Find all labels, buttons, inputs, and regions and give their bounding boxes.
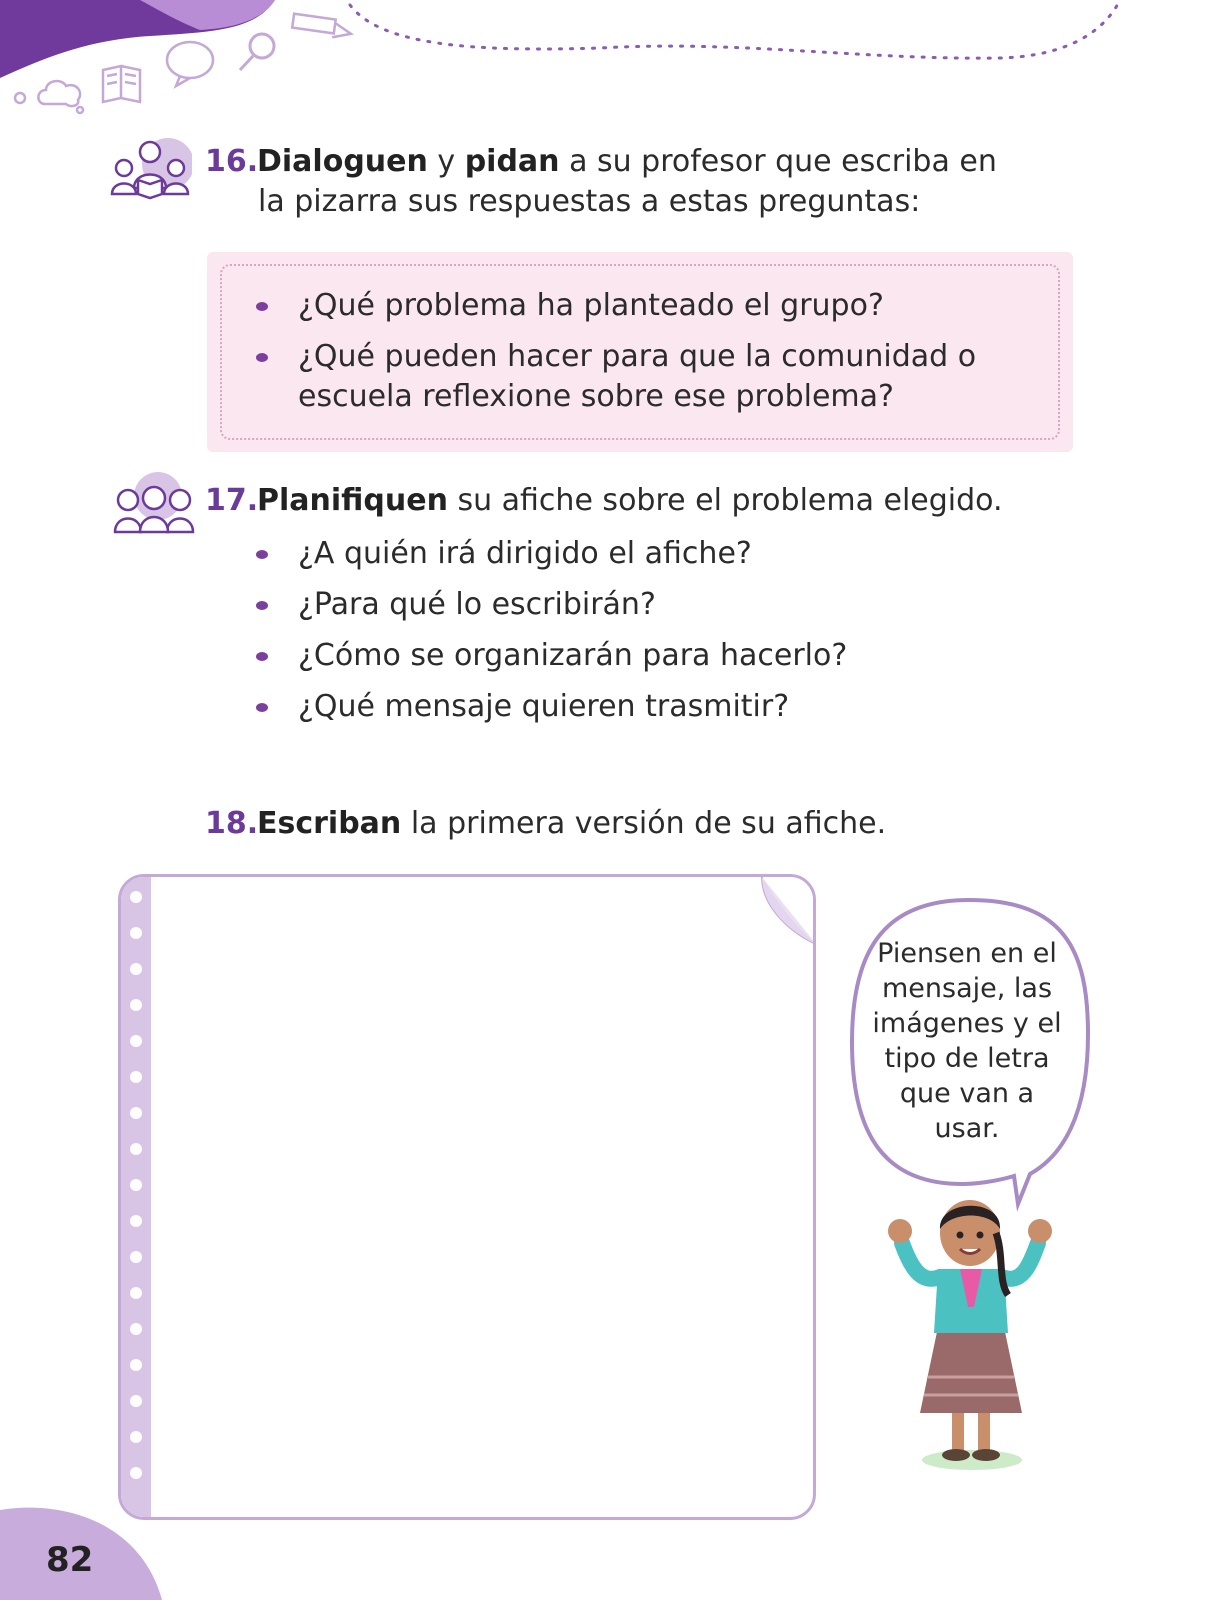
page-number: 82 — [46, 1540, 94, 1580]
list-item: ¿Para qué lo escribirán? — [253, 585, 847, 625]
list-item: ¿Qué pueden hacer para que la comunidad o — [253, 337, 976, 377]
instruction-text: su afiche sobre el problema elegido. — [447, 483, 1003, 518]
item-number: 18. — [205, 806, 259, 841]
bubble-line: Piensen en el — [877, 938, 1057, 969]
item-number: 16. — [205, 144, 259, 179]
binder-hole — [130, 1467, 142, 1479]
cloud-icon — [15, 81, 83, 113]
group-icon — [112, 470, 196, 538]
binder-hole — [130, 1035, 142, 1047]
binder-hole — [130, 1143, 142, 1155]
magnifier-icon — [240, 34, 274, 70]
list-item: ¿Qué problema ha planteado el grupo? — [253, 286, 976, 326]
book-icon — [103, 66, 140, 102]
bubble-line: usar. — [934, 1113, 1000, 1144]
binder-hole — [130, 999, 142, 1011]
list-item: ¿Cómo se organizarán para hacerlo? — [253, 636, 847, 676]
page-curl — [758, 874, 816, 946]
bubble-line: mensaje, las — [881, 973, 1053, 1004]
bold-verb: Escriban — [257, 806, 402, 841]
questions-list-16 — [253, 286, 976, 377]
instruction-text: a su profesor que escriba en — [559, 144, 997, 179]
list-item: ¿Qué mensaje quieren trasmitir? — [253, 687, 847, 727]
item-number: 17. — [205, 483, 259, 518]
instruction-text: la primera versión de su afiche. — [401, 806, 887, 841]
bubble-line: tipo de letra — [884, 1043, 1050, 1074]
instruction-18 — [205, 804, 886, 844]
pencil-icon — [292, 14, 352, 40]
bold-verb: Planifiquen — [257, 483, 448, 518]
list-item-continuation: escuela reflexione sobre ese problema? — [298, 379, 894, 414]
binder-hole — [130, 963, 142, 975]
binder-hole — [130, 1431, 142, 1443]
bubble-line: que van a — [899, 1078, 1035, 1109]
bubble-line: imágenes y el — [872, 1008, 1062, 1039]
teacher-students-icon — [108, 132, 192, 202]
binder-hole — [130, 1287, 142, 1299]
speech-bubble-text — [862, 936, 1072, 1146]
binder-hole — [130, 1251, 142, 1263]
instruction-continuation: la pizarra sus respuestas a estas preguntas: — [258, 184, 921, 219]
bold-verb: pidan — [464, 144, 560, 179]
list-item: ¿A quién irá dirigido el afiche? — [253, 534, 847, 574]
binder-hole — [130, 1215, 142, 1227]
instruction-text: y — [427, 144, 465, 179]
girl-illustration — [880, 1185, 1060, 1475]
questions-list-17 — [253, 534, 847, 727]
binder-hole — [130, 891, 142, 903]
binder-hole — [130, 1395, 142, 1407]
binder-hole — [130, 927, 142, 939]
instruction-16 — [205, 142, 997, 219]
header-decoration — [0, 0, 1215, 130]
binder-hole — [130, 1179, 142, 1191]
poster-draft-area[interactable] — [118, 874, 816, 1520]
binder-hole — [130, 1071, 142, 1083]
binder-hole — [130, 1359, 142, 1371]
binder-hole — [130, 1323, 142, 1335]
binder-strip — [121, 877, 151, 1517]
binder-hole — [130, 1107, 142, 1119]
speech-bubble-icon — [167, 42, 213, 86]
bold-verb: Dialoguen — [257, 144, 428, 179]
instruction-17 — [205, 481, 1003, 521]
